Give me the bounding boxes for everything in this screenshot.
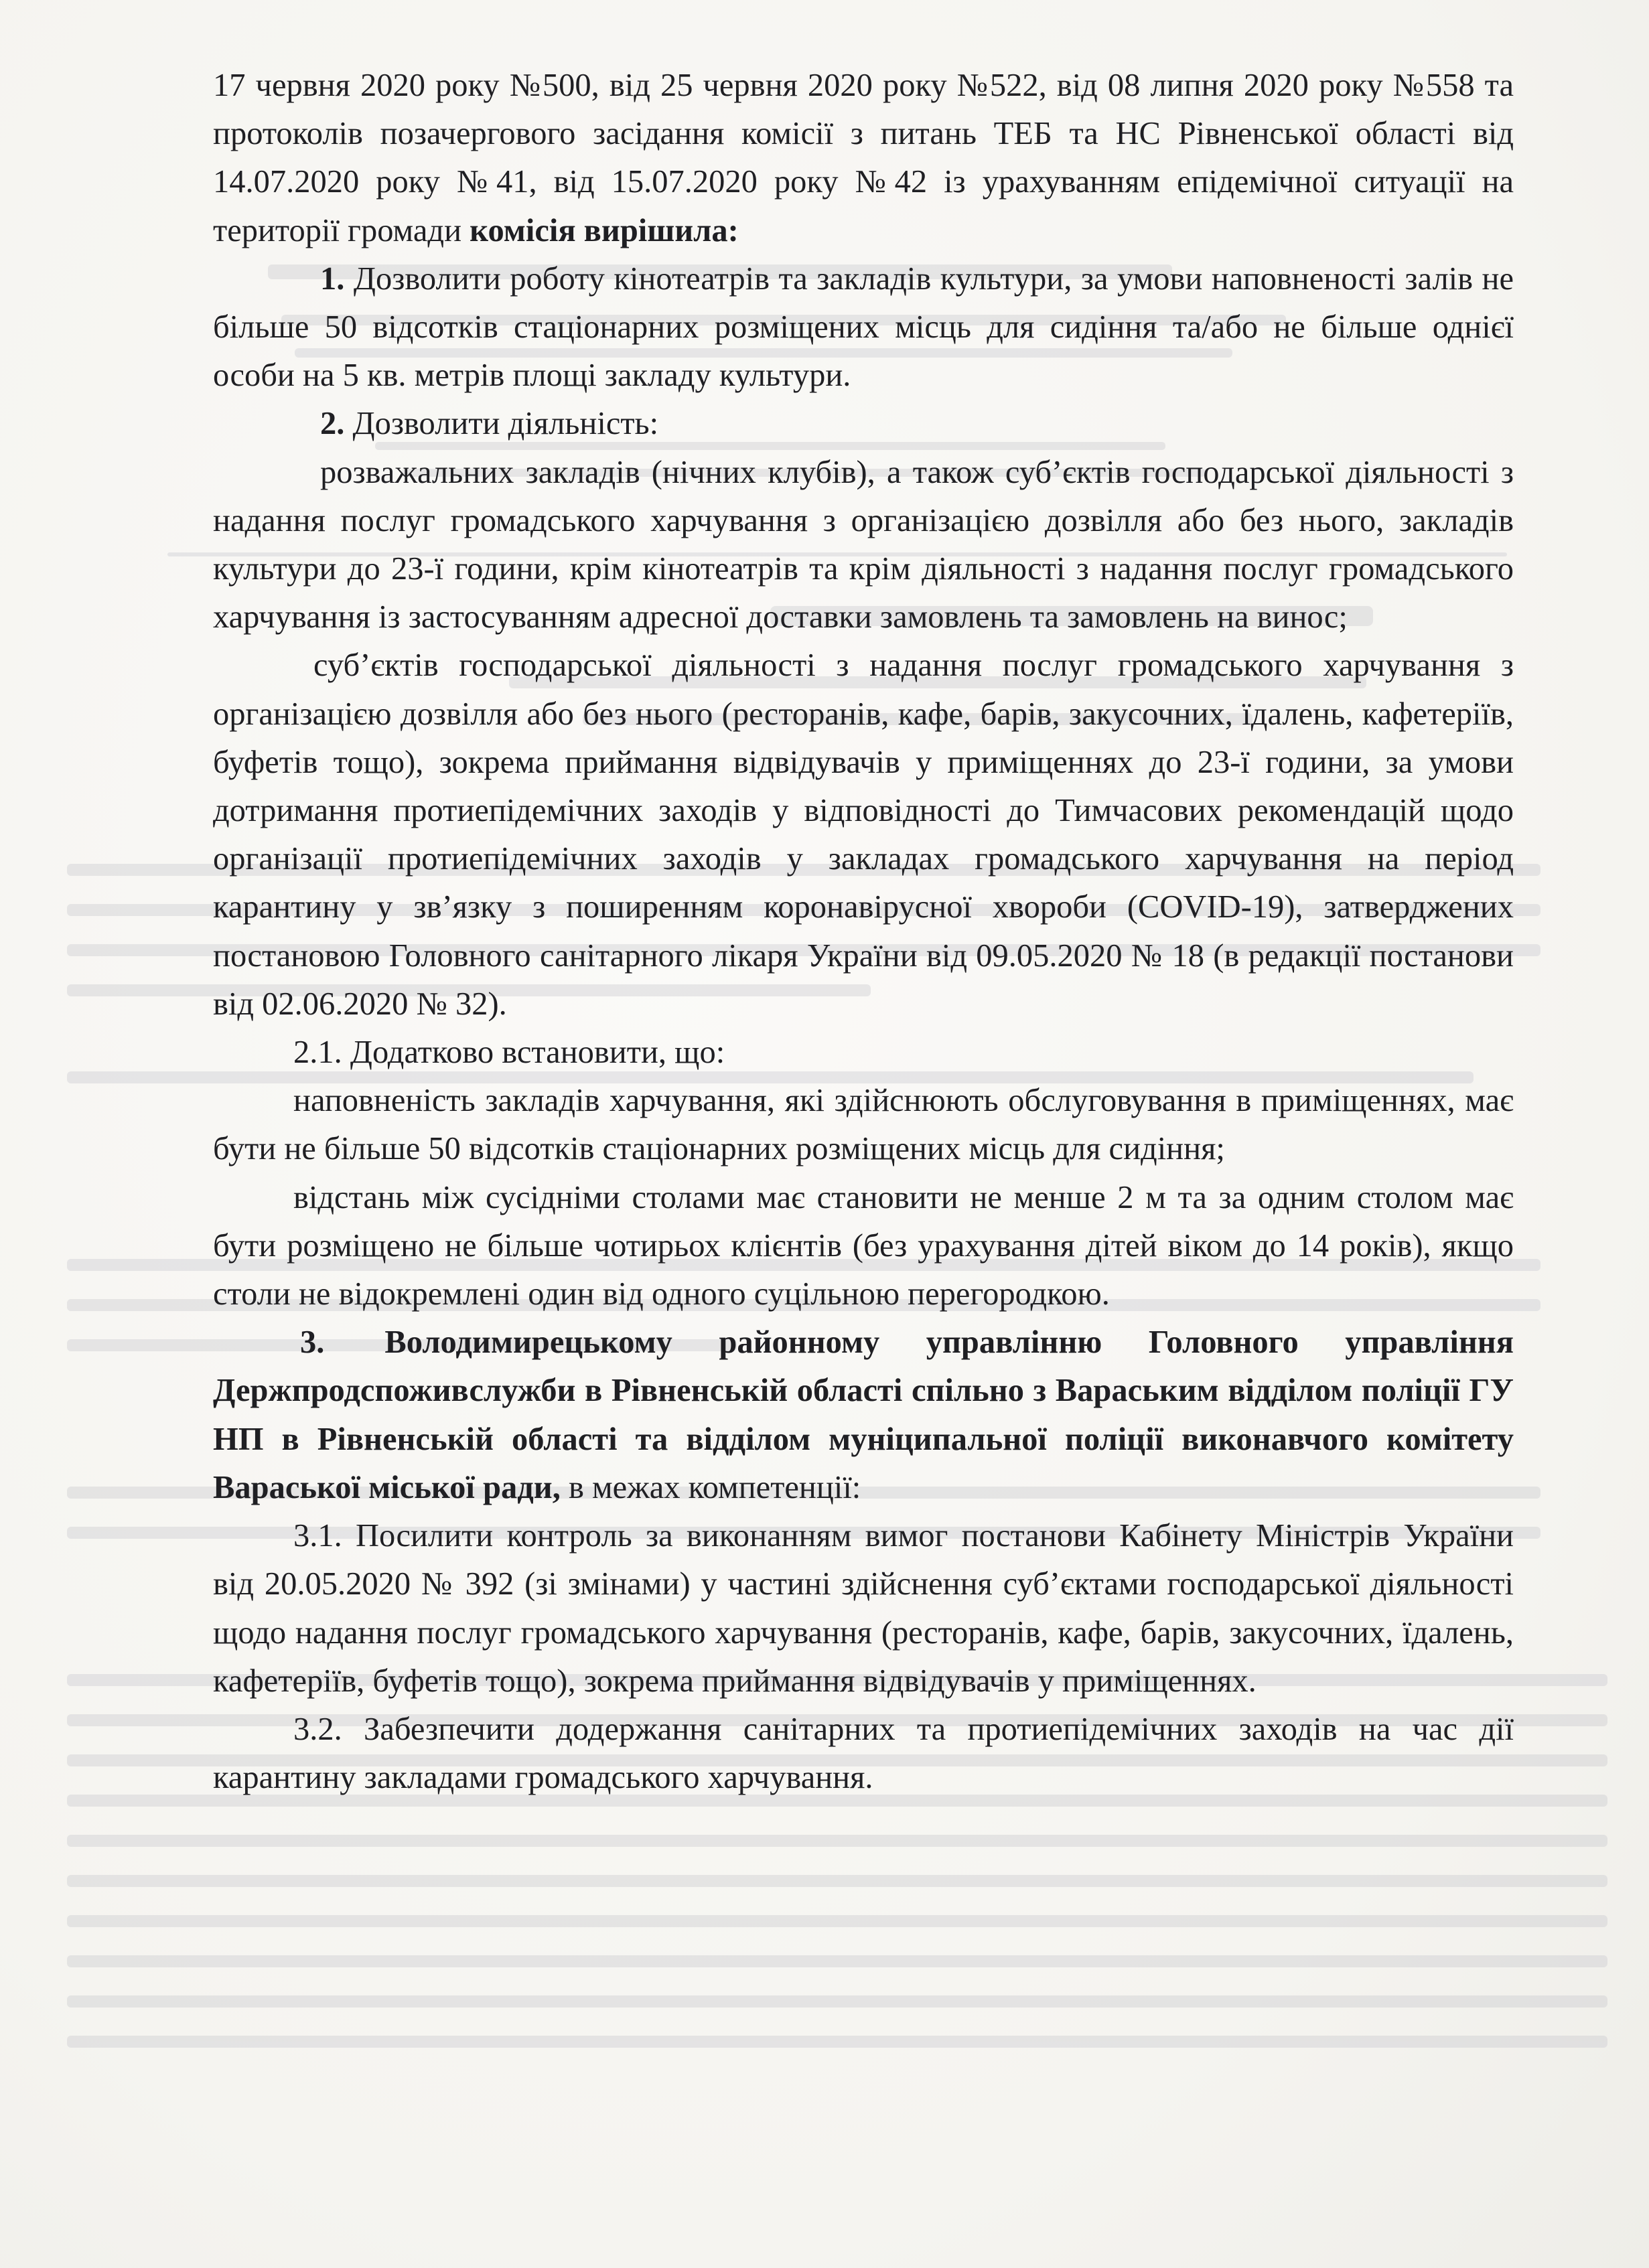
intro-text: 17 червня 2020 року №500, від 25 червня 2020 року №522, від 08 липня 2020 року №558 та протоколів позачергового засідання комісії з питань ТЕБ та НС Рівненської області від 14.07.2020 року №41, від 15.07.2020 року №42 із урахуванням епідемічної ситуації на території громади — [213, 68, 1514, 248]
item-2-text: Дозволити діяльність: — [352, 406, 659, 442]
paragraph-intro — [213, 62, 1514, 255]
item-1-text: Дозволити роботу кінотеатрів та закладів культури, за умови наповненості залів не більше 50 відсотків стаціонарних розміщених місць для сидіння та/або не більше однієї особи на 5 кв. метрів площі закладу культури. — [213, 260, 1514, 394]
decision-heading: комісія вирішила: — [470, 212, 739, 248]
item-2-catering: суб’єктів господарської діяльності з надання послуг громадського харчування з організацією дозвілля або без нього (ресторанів, кафе, барів, закусочних, їдалень, кафетеріїв, буфетів тощо), зокрема приймання відвідувачів у приміщеннях до 23-ї години, за умови дотримання протиепідемічних заходів у відповідності до Тимчасових рекомендацій щодо організації протиепідемічних заходів у закладах громадського харчування на період карантину у зв’язку з поширенням коронавірусної хвороби (COVID-19), затверджених постановою Головного санітарного лікаря України від 09.05.2020 № 18 (в редакції постанови від 02.06.2020 № 32). — [213, 648, 1514, 1022]
item-2-entertainment: розважальних закладів (нічних клубів), а також суб’єктів господарської діяльності з надання послуг громадського харчування з організацією дозвілля або без нього, закладів культури до 23-ї години, крім кінотеатрів та крім діяльності з надання послуг громадського харчування із застосуванням адресної доставки замовлень та замовлень на винос; — [213, 454, 1514, 635]
item-2-1-heading: 2.1. Додатково встановити, що: — [293, 1035, 725, 1071]
item-3-rest-text: в межах компетенції: — [560, 1469, 861, 1505]
item-3-2: 3.2. Забезпечити додержання санітарних та протиепідемічних заходів на час дії карантину закладами громадського харчування. — [213, 1711, 1514, 1796]
document-body — [213, 62, 1514, 1802]
item-3 — [213, 1318, 1514, 1512]
item-3-bold-text: Володимирецькому районному управлінню Головного управління Держпродспоживслужби в Рівненській області спільно з Вараським відділом поліції ГУ НП в Рівненській області та відділом муніципальної поліції виконавчого комітету Вараської міської ради, — [213, 1325, 1514, 1505]
item-3-1: 3.1. Посилити контроль за виконанням вимог постанови Кабінету Міністрів України від 20.05.2020 № 392 (зі змінами) у частині здійснення суб’єктами господарської діяльності щодо надання послуг громадського харчування (ресторанів, кафе, барів, закусочних, їдалень, кафетеріїв, буфетів тощо), зокрема приймання відвідувачів у приміщеннях. — [213, 1518, 1514, 1699]
item-2 — [213, 400, 1514, 448]
item-2-number: 2. — [320, 406, 345, 442]
item-1-number: 1. — [320, 260, 345, 297]
item-1 — [213, 255, 1514, 400]
item-2-1-occupancy: наповненість закладів харчування, які здійснюють обслуговування в приміщеннях, має бути не більше 50 відсотків стаціонарних розміщених місць для сидіння; — [213, 1083, 1514, 1167]
item-2-1-distance: відстань між сусідніми столами має становити не менше 2 м та за одним столом має бути розміщено не більше чотирьох клієнтів (без урахування дітей віком до 14 років), якщо столи не відокремлені один від одного суцільною перегородкою. — [213, 1179, 1514, 1312]
item-3-number: 3. — [300, 1325, 325, 1361]
